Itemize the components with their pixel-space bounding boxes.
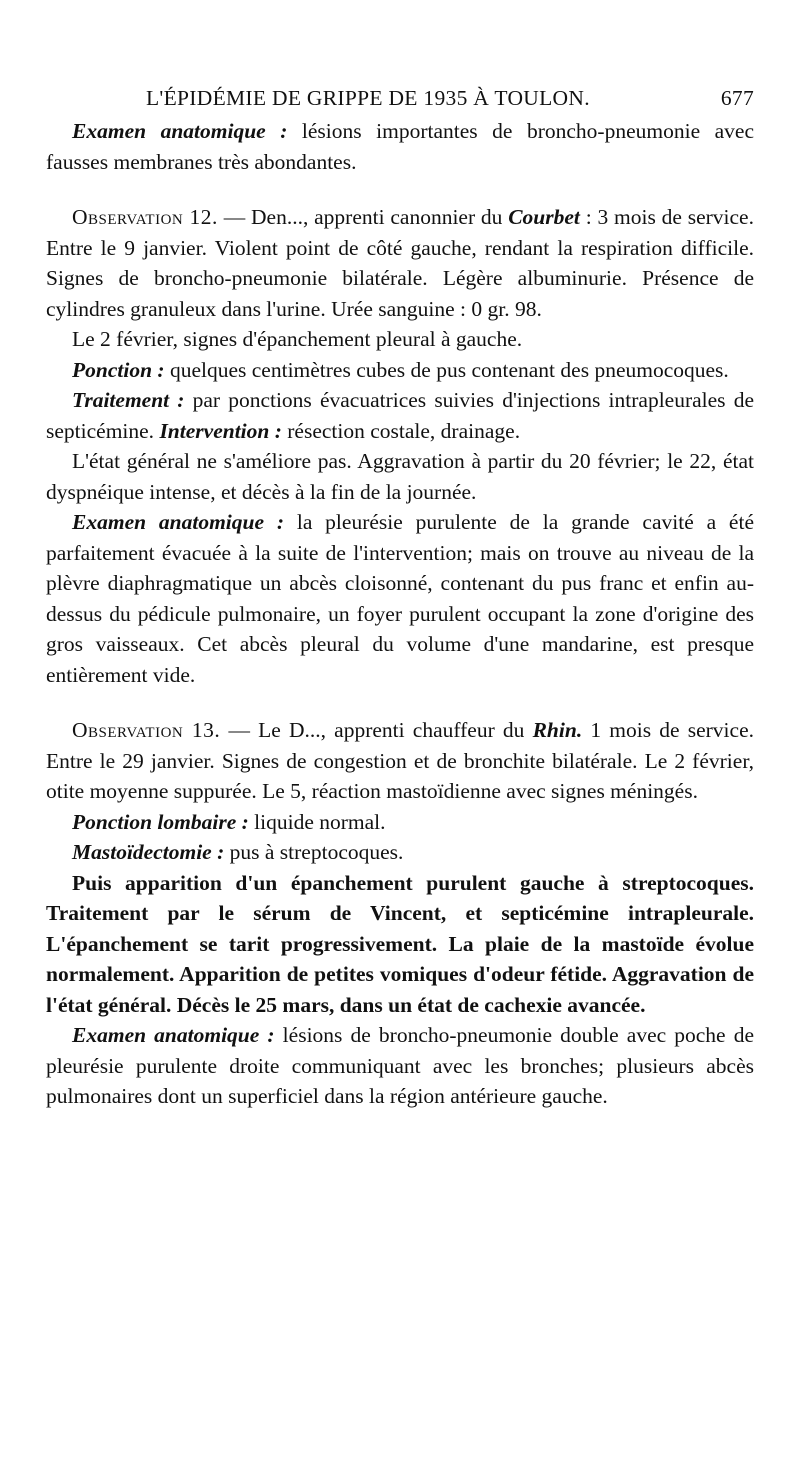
paragraph-ponction-lombaire	[46, 807, 754, 838]
observation-text-b: : 3 mois de service. Entre le 9 janvier. Violent point de côté gauche, rendant la respiration difficile. Signes de broncho-pneumonie bilatérale. Légère albuminurie. Présence de cylindres granuleux dans l'urine. Urée sanguine : 0 gr. 98.	[46, 205, 754, 321]
observation-label: Observation 12.	[72, 205, 218, 229]
paragraph-text: L'état général ne s'améliore pas. Aggravation à partir du 20 février; le 22, état dyspnéique intense, et décès à la fin de la journée.	[46, 449, 754, 504]
paragraph-ponction	[46, 355, 754, 386]
ponction-lombaire-text: liquide normal.	[248, 809, 386, 834]
observation-text-a: — Den..., apprenti canonnier du	[217, 205, 509, 229]
paragraph-text: Puis apparition d'un épanchement purulent gauche à streptocoques. Traitement par le sérum de Vincent, et septicémine intrapleurale. L'épanchement se tarit progressivement. La plaie de la mastoïde évolue normalement. Apparition de petites vomiques d'odeur fétide. Aggravation de l'état général. Décès le 25 mars, dans un état de cachexie avancée.	[46, 870, 754, 1017]
exam-text: lésions de broncho-pneumonie double avec poche de pleurésie purulente droite communiquant avec les bronches; plusieurs abcès pulmonaires dont un superficiel dans la région antérieure gauche.	[46, 1023, 755, 1108]
paragraph-exam-1	[46, 116, 754, 177]
ship-name: Courbet	[508, 205, 580, 229]
paragraph-observation-12	[46, 202, 754, 324]
exam-label: Examen anatomique :	[72, 119, 288, 143]
section-gap	[46, 690, 754, 715]
intervention-label: Intervention :	[159, 418, 282, 443]
paragraph-pleural-effusion	[46, 324, 754, 355]
page-number: 677	[720, 86, 754, 110]
observation-text-b: 1 mois de service. Entre le 29 janvier. Signes de congestion et de bronchite bilatérale. Le 2 février, otite moyenne suppurée. Le 5, réaction mastoïdienne avec signes méningés.	[46, 718, 754, 803]
paragraph-observation-13	[46, 715, 754, 807]
running-header	[46, 80, 754, 116]
paragraph-text: Le 2 février, signes d'épanchement pleural à gauche.	[72, 327, 523, 351]
ponction-label: Ponction :	[72, 357, 165, 382]
paragraph-exam-2	[46, 507, 754, 690]
traitement-text-a: par ponctions évacuatrices suivies d'injections intrapleurales de septicémine.	[46, 388, 754, 443]
paragraph-traitement	[46, 385, 754, 446]
section-gap	[46, 177, 754, 202]
exam-label: Examen anatomique :	[72, 510, 285, 534]
paragraph-mastoidectomie	[46, 837, 754, 868]
paragraph-evolution	[46, 868, 754, 1021]
mastoidectomie-text: pus à streptocoques.	[224, 840, 404, 864]
exam-text: la pleurésie purulente de la grande cavité a été parfaitement évacuée à la suite de l'intervention; mais on trouve au niveau de la plèvre diaphragmatique un abcès cloisonné, contenant du pus franc et enfin au-dessus du pédicule pulmonaire, un foyer purulent occupant la zone d'origine des gros vaisseaux. Cet abcès pleural du volume d'une mandarine, est presque entièrement vide.	[46, 510, 754, 687]
document-page	[46, 80, 754, 1112]
observation-label: Observation 13.	[72, 718, 221, 742]
observation-text-a: — Le D..., apprenti chauffeur du	[220, 718, 533, 742]
mastoidectomie-label: Mastoïdectomie :	[72, 840, 225, 864]
paragraph-etat-general	[46, 446, 754, 507]
traitement-text-b: résection costale, drainage.	[281, 418, 521, 443]
traitement-label: Traitement :	[72, 388, 185, 412]
running-title: L'ÉPIDÉMIE DE GRIPPE DE 1935 À TOULON.	[146, 86, 590, 110]
exam-text: lésions importantes de broncho-pneumonie avec fausses membranes très abondantes.	[46, 119, 755, 174]
ponction-lombaire-label: Ponction lombaire :	[72, 809, 249, 834]
ponction-text: quelques centimètres cubes de pus contenant des pneumocoques.	[164, 357, 729, 382]
exam-label: Examen anatomique :	[72, 1023, 275, 1047]
paragraph-exam-3	[46, 1020, 754, 1112]
ship-name: Rhin.	[532, 718, 583, 742]
